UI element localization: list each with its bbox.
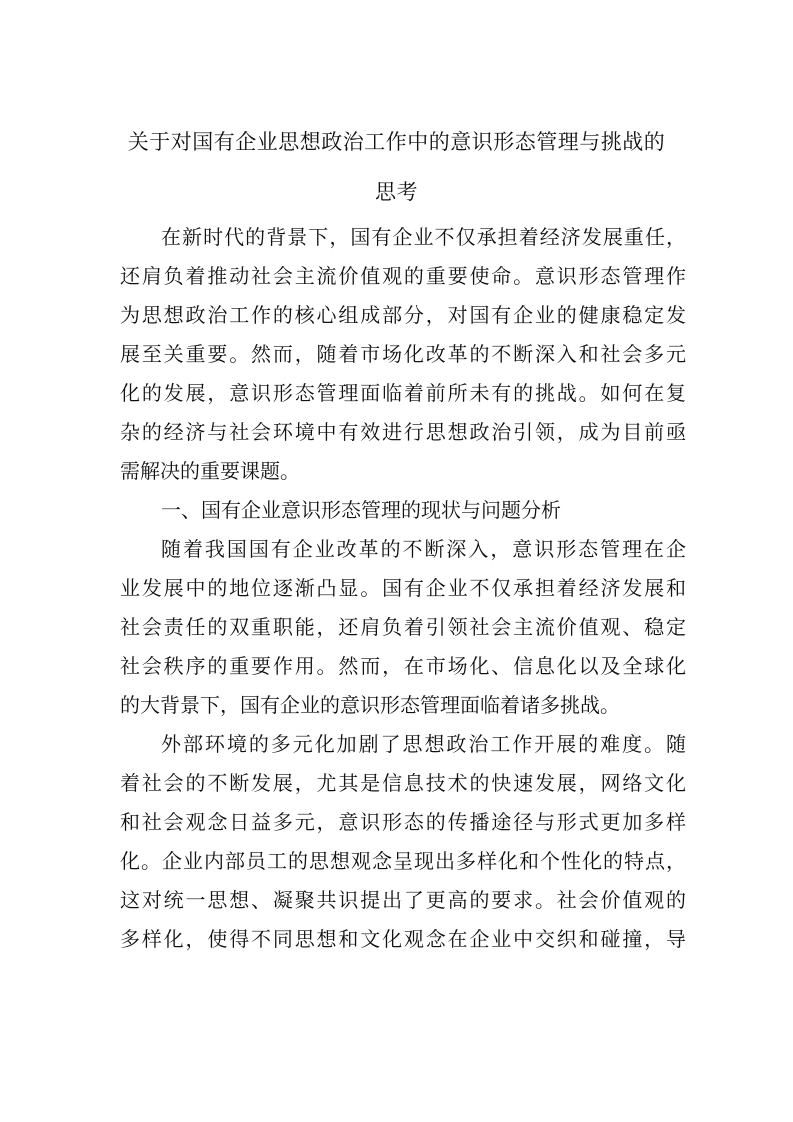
paragraph-2-line-3: 社会责任的双重职能，还肩负着引领社会主流价值观、稳定: [120, 615, 686, 639]
paragraph-1-line-7: 需解决的重要课题。: [120, 459, 300, 483]
document-title-line-2: 思考: [375, 180, 418, 204]
paragraph-2-line-5: 的大背景下，国有企业的意识形态管理面临着诸多挑战。: [120, 693, 620, 717]
paragraph-2-line-1: 随着我国国有企业改革的不断深入，意识形态管理在企: [161, 537, 686, 561]
paragraph-3-line-6: 多样化，使得不同思想和文化观念在企业中交织和碰撞，导: [120, 927, 686, 951]
paragraph-3-line-5: 这对统一思想、凝聚共识提出了更高的要求。社会价值观的: [120, 888, 686, 912]
paragraph-2-line-4: 社会秩序的重要作用。然而，在市场化、信息化以及全球化: [120, 654, 686, 678]
paragraph-1-line-5: 化的发展，意识形态管理面临着前所未有的挑战。如何在复: [120, 381, 686, 405]
paragraph-3-line-1: 外部环境的多元化加剧了思想政治工作开展的难度。随: [161, 732, 686, 756]
paragraph-3-line-3: 和社会观念日益多元，意识形态的传播途径与形式更加多样: [120, 810, 686, 834]
paragraph-3-line-4: 化。企业内部员工的思想观念呈现出多样化和个性化的特点，: [120, 849, 686, 873]
paragraph-1-line-3: 为思想政治工作的核心组成部分，对国有企业的健康稳定发: [120, 303, 686, 327]
document-title-line-1: 关于对国有企业思想政治工作中的意识形态管理与挑战的: [127, 130, 666, 154]
document-body: [120, 218, 686, 959]
paragraph-2-line-2: 业发展中的地位逐渐凸显。国有企业不仅承担着经济发展和: [120, 576, 686, 600]
paragraph-1-line-2: 还肩负着推动社会主流价值观的重要使命。意识形态管理作: [120, 264, 686, 288]
paragraph-1-line-6: 杂的经济与社会环境中有效进行思想政治引领，成为目前亟: [120, 420, 686, 444]
section-heading-1: 一、国有企业意识形态管理的现状与问题分析: [161, 498, 561, 522]
paragraph-1-line-4: 展至关重要。然而，随着市场化改革的不断深入和社会多元: [120, 342, 686, 366]
paragraph-1-line-1: 在新时代的背景下，国有企业不仅承担着经济发展重任，: [161, 225, 686, 249]
paragraph-3-line-2: 着社会的不断发展，尤其是信息技术的快速发展，网络文化: [120, 771, 686, 795]
